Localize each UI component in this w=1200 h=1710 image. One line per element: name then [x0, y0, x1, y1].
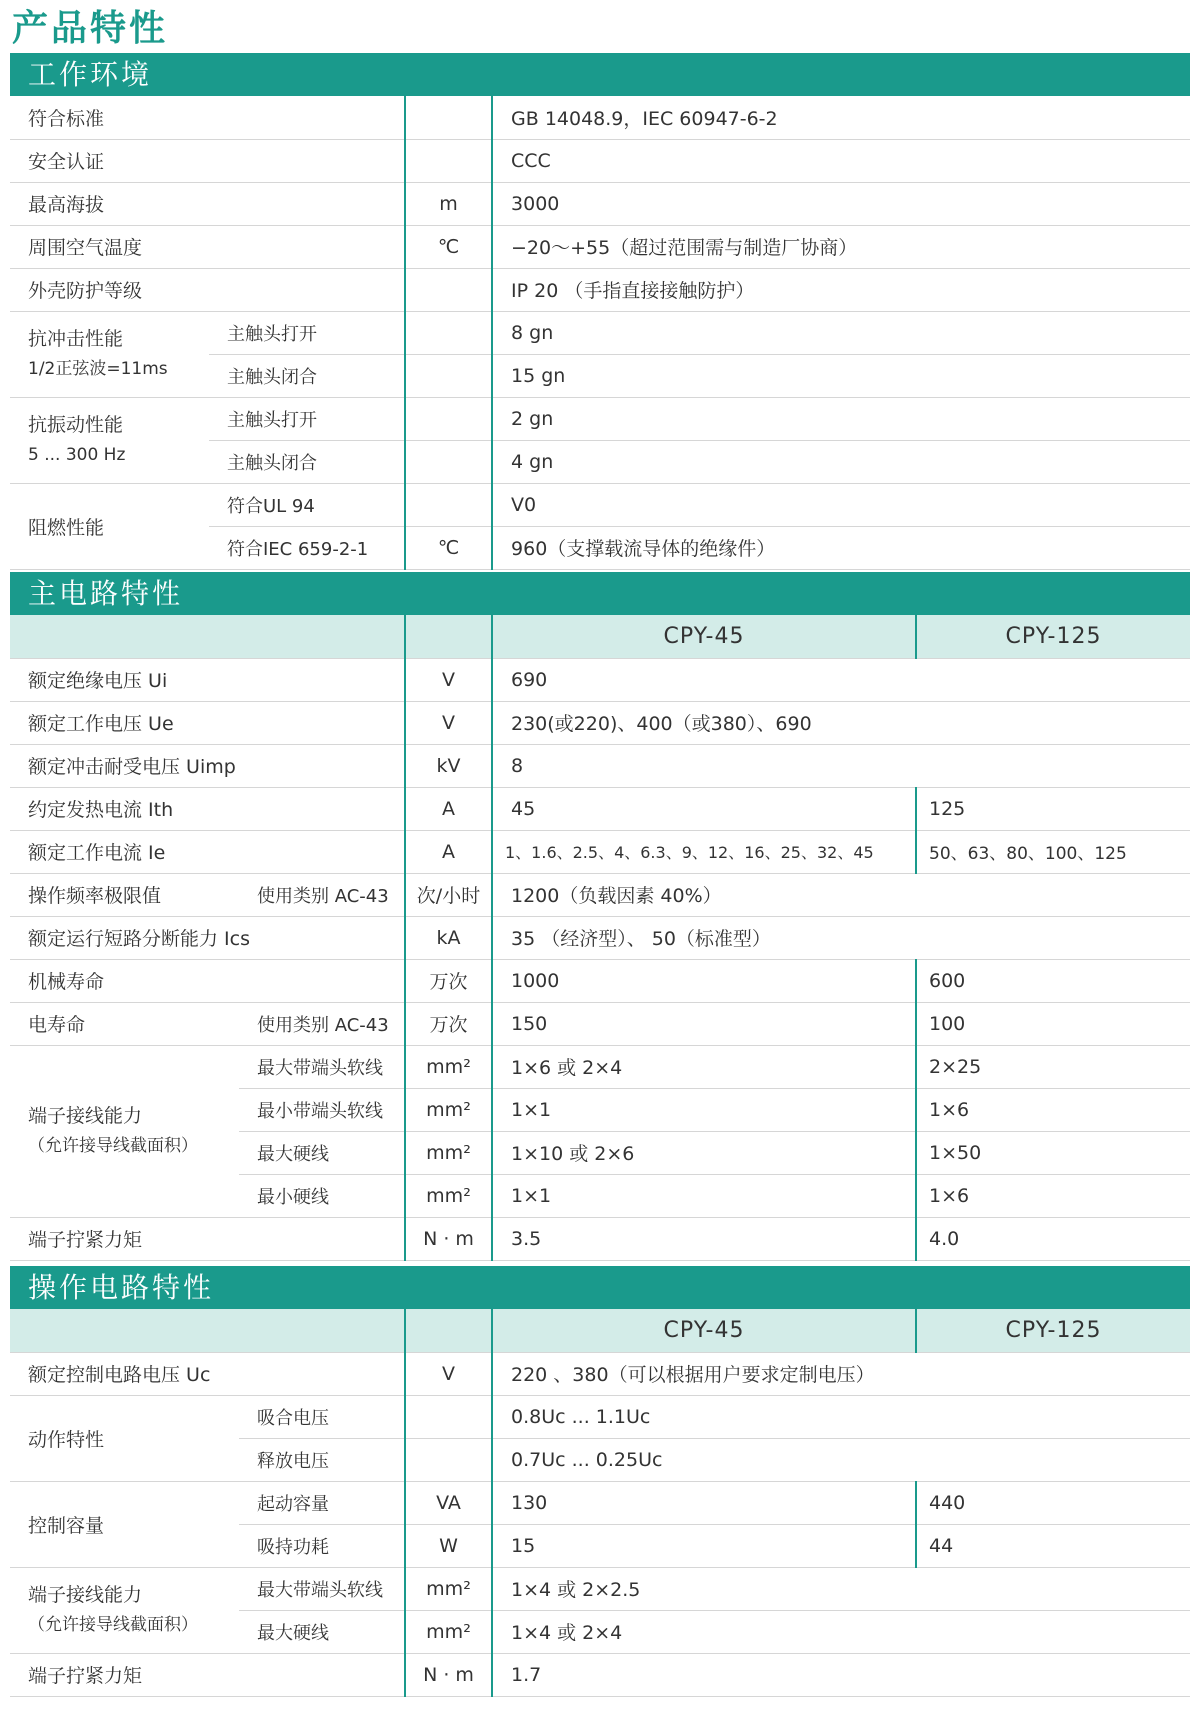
table-row: [10, 483, 1190, 526]
value-b-cell: 440: [916, 1481, 1190, 1524]
value-a-cell: 150: [492, 1002, 916, 1045]
table-row: [10, 744, 1190, 787]
terminal-sublabel: （允许接导线截面积）: [28, 1136, 198, 1156]
unit-cell: mm²: [405, 1610, 492, 1653]
unit-cell: [405, 397, 492, 440]
row-label: 电寿命: [10, 1002, 239, 1045]
unit-cell: [405, 1309, 492, 1352]
table-row: [10, 1002, 1190, 1045]
value-b-cell: 2×25: [916, 1045, 1190, 1088]
table-row: [10, 1481, 1190, 1524]
value-a-cell: 130: [492, 1481, 916, 1524]
model-header-row: [10, 615, 1190, 658]
table-row: [10, 96, 1190, 139]
value-cell: 1.7: [492, 1653, 1190, 1696]
unit-cell: [405, 311, 492, 354]
row-label: 操作频率极限值: [10, 873, 239, 916]
unit-cell: VA: [405, 1481, 492, 1524]
terminal-label: 端子接线能力: [28, 1105, 143, 1127]
table-row: [10, 787, 1190, 830]
table-row: [10, 139, 1190, 182]
sub-label: 起动容量: [239, 1481, 405, 1524]
value-cell: −20～+55（超过范围需与制造厂协商）: [492, 225, 1190, 268]
sub-label: 最小带端头软线: [239, 1088, 405, 1131]
unit-cell: N · m: [405, 1217, 492, 1260]
sub-label: 使用类别 AC-43: [239, 873, 405, 916]
unit-cell: V: [405, 701, 492, 744]
sub-label: 最大带端头软线: [239, 1045, 405, 1088]
value-b-cell: 4.0: [916, 1217, 1190, 1260]
value-cell: 0.8Uc ... 1.1Uc: [492, 1395, 1190, 1438]
unit-cell: V: [405, 658, 492, 701]
row-label: 端子拧紧力矩: [10, 1653, 405, 1696]
shock-sublabel: 1/2正弦波=11ms: [28, 359, 168, 379]
model-b-header: CPY-125: [916, 1309, 1190, 1352]
main-circuit-table: [10, 615, 1190, 1261]
row-label: 额定冲击耐受电压 Uimp: [10, 744, 405, 787]
value-cell: 230(或220)、400（或380）、690: [492, 701, 1190, 744]
section-control-circuit: [10, 1266, 1190, 1697]
row-label: 符合标准: [10, 96, 405, 139]
table-row: [10, 959, 1190, 1002]
unit-cell: kV: [405, 744, 492, 787]
unit-cell: A: [405, 830, 492, 873]
value-cell: 2 gn: [492, 397, 1190, 440]
value-b-cell: 600: [916, 959, 1190, 1002]
sub-label: 主触头打开: [209, 397, 405, 440]
unit-cell: m: [405, 182, 492, 225]
sub-label: 吸合电压: [239, 1395, 405, 1438]
empty-header-cell: [10, 615, 405, 658]
terminal-sublabel: （允许接导线截面积）: [28, 1615, 198, 1635]
sub-label: 最大硬线: [239, 1610, 405, 1653]
table-row: [10, 916, 1190, 959]
value-cell: IP 20 （手指直接接触防护）: [492, 268, 1190, 311]
value-cell: 0.7Uc ... 0.25Uc: [492, 1438, 1190, 1481]
unit-cell: [405, 1395, 492, 1438]
unit-cell: mm²: [405, 1045, 492, 1088]
sub-label: 使用类别 AC-43: [239, 1002, 405, 1045]
model-a-header: CPY-45: [492, 1309, 916, 1352]
row-label: 动作特性: [10, 1395, 239, 1481]
row-label: 控制容量: [10, 1481, 239, 1567]
value-a-cell: 15: [492, 1524, 916, 1567]
table-row: [10, 311, 1190, 354]
value-a-cell: 45: [492, 787, 916, 830]
unit-cell: 万次: [405, 959, 492, 1002]
row-label: [10, 311, 209, 397]
row-label: 额定工作电压 Ue: [10, 701, 405, 744]
unit-cell: [405, 96, 492, 139]
value-a-cell: 1×1: [492, 1174, 916, 1217]
value-cell: 220 、380（可以根据用户要求定制电压）: [492, 1352, 1190, 1395]
value-cell: 35 （经济型）、 50（标准型）: [492, 916, 1190, 959]
unit-cell: ℃: [405, 526, 492, 569]
sub-label: 主触头打开: [209, 311, 405, 354]
row-label: 最高海拔: [10, 182, 405, 225]
sub-label: 符合IEC 659-2-1: [209, 526, 405, 569]
value-b-cell: 125: [916, 787, 1190, 830]
sub-label: 最大硬线: [239, 1131, 405, 1174]
row-label: [10, 397, 209, 483]
value-cell: CCC: [492, 139, 1190, 182]
value-a-cell: 1、1.6、2.5、4、6.3、9、12、16、25、32、45: [492, 830, 916, 873]
model-header-row: [10, 1309, 1190, 1352]
table-row: [10, 1395, 1190, 1438]
table-row: [10, 658, 1190, 701]
value-b-cell: 1×50: [916, 1131, 1190, 1174]
row-label: 阻燃性能: [10, 483, 209, 569]
row-label: 约定发热电流 Ith: [10, 787, 405, 830]
table-row: [10, 397, 1190, 440]
unit-cell: ℃: [405, 225, 492, 268]
empty-header-cell: [10, 1309, 405, 1352]
sub-label: 最小硬线: [239, 1174, 405, 1217]
value-cell: 1×4 或 2×4: [492, 1610, 1190, 1653]
row-label: 端子拧紧力矩: [10, 1217, 405, 1260]
unit-cell: [405, 354, 492, 397]
table-row: [10, 873, 1190, 916]
value-a-cell: 1000: [492, 959, 916, 1002]
sub-label: 吸持功耗: [239, 1524, 405, 1567]
value-cell: 1×4 或 2×2.5: [492, 1567, 1190, 1610]
sub-label: 符合UL 94: [209, 483, 405, 526]
unit-cell: [405, 615, 492, 658]
row-label: 额定绝缘电压 Ui: [10, 658, 405, 701]
section-environment: [10, 53, 1190, 570]
value-cell: 8 gn: [492, 311, 1190, 354]
row-label: [10, 1567, 239, 1653]
vibration-sublabel: 5 ... 300 Hz: [28, 445, 126, 465]
unit-cell: [405, 483, 492, 526]
unit-cell: [405, 1438, 492, 1481]
value-b-cell: 44: [916, 1524, 1190, 1567]
unit-cell: [405, 268, 492, 311]
row-label: 外壳防护等级: [10, 268, 405, 311]
value-cell: 4 gn: [492, 440, 1190, 483]
page-title: 产品特性: [12, 8, 169, 49]
row-label: 额定工作电流 Ie: [10, 830, 405, 873]
value-cell: GB 14048.9，IEC 60947-6-2: [492, 96, 1190, 139]
table-row: [10, 225, 1190, 268]
sub-label: 释放电压: [239, 1438, 405, 1481]
row-label: 机械寿命: [10, 959, 405, 1002]
shock-label: 抗冲击性能: [28, 328, 124, 350]
unit-cell: [405, 440, 492, 483]
value-cell: 690: [492, 658, 1190, 701]
value-a-cell: 1×1: [492, 1088, 916, 1131]
unit-cell: [405, 139, 492, 182]
vibration-label: 抗振动性能: [28, 414, 124, 436]
value-b-cell: 50、63、80、100、125: [916, 830, 1190, 873]
unit-cell: mm²: [405, 1088, 492, 1131]
sub-label: 主触头闭合: [209, 354, 405, 397]
unit-cell: V: [405, 1352, 492, 1395]
section-title: 操作电路特性: [10, 1266, 1190, 1309]
model-a-header: CPY-45: [492, 615, 916, 658]
unit-cell: A: [405, 787, 492, 830]
unit-cell: mm²: [405, 1131, 492, 1174]
value-cell: 1200（负载因素 40%）: [492, 873, 1190, 916]
table-row: [10, 268, 1190, 311]
section-main-circuit: [10, 572, 1190, 1261]
table-row: [10, 1217, 1190, 1260]
table-row: [10, 182, 1190, 225]
value-a-cell: 3.5: [492, 1217, 916, 1260]
control-circuit-table: [10, 1309, 1190, 1697]
table-row: [10, 1045, 1190, 1088]
terminal-label: 端子接线能力: [28, 1584, 143, 1606]
value-b-cell: 1×6: [916, 1174, 1190, 1217]
row-label: 周围空气温度: [10, 225, 405, 268]
value-cell: 3000: [492, 182, 1190, 225]
value-cell: V0: [492, 483, 1190, 526]
table-row: [10, 1567, 1190, 1610]
environment-table: [10, 96, 1190, 570]
value-cell: 15 gn: [492, 354, 1190, 397]
sub-label: 最大带端头软线: [239, 1567, 405, 1610]
unit-cell: mm²: [405, 1174, 492, 1217]
row-label: [10, 1045, 239, 1217]
model-b-header: CPY-125: [916, 615, 1190, 658]
value-b-cell: 1×6: [916, 1088, 1190, 1131]
value-a-cell: 1×10 或 2×6: [492, 1131, 916, 1174]
unit-cell: mm²: [405, 1567, 492, 1610]
value-b-cell: 100: [916, 1002, 1190, 1045]
row-label: 额定运行短路分断能力 Ics: [10, 916, 405, 959]
unit-cell: N · m: [405, 1653, 492, 1696]
value-cell: 960（支撑载流导体的绝缘件）: [492, 526, 1190, 569]
value-cell: 8: [492, 744, 1190, 787]
row-label: 安全认证: [10, 139, 405, 182]
unit-cell: 次/小时: [405, 873, 492, 916]
sub-label: 主触头闭合: [209, 440, 405, 483]
table-row: [10, 830, 1190, 873]
unit-cell: 万次: [405, 1002, 492, 1045]
section-title: 工作环境: [10, 53, 1190, 96]
unit-cell: kA: [405, 916, 492, 959]
table-row: [10, 1352, 1190, 1395]
section-title: 主电路特性: [10, 572, 1190, 615]
table-row: [10, 701, 1190, 744]
table-row: [10, 1653, 1190, 1696]
value-a-cell: 1×6 或 2×4: [492, 1045, 916, 1088]
row-label: 额定控制电路电压 Uc: [10, 1352, 405, 1395]
unit-cell: W: [405, 1524, 492, 1567]
